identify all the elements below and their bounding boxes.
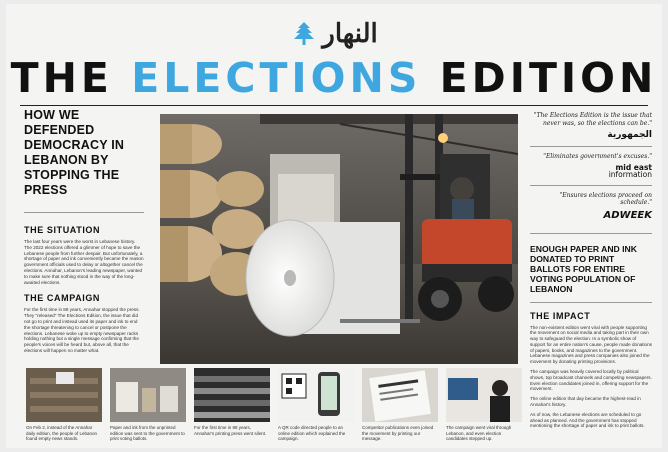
thumb-paper-ink — [110, 368, 186, 442]
quote-mideast: "Eliminates government's excuses." — [543, 153, 652, 160]
thumb-caption: A QR code directed people to an online edition which explained the campaign. — [278, 425, 346, 442]
thumb-image — [26, 368, 102, 422]
right-column — [530, 112, 652, 429]
quote-aljoumhouria: "The Elections Edition is the issue that never was, so the elections can be." — [533, 112, 652, 127]
impact-heading: THE IMPACT — [530, 310, 591, 321]
impact-text-3: The online edition that day became the highest-read in Annahar's history. — [530, 396, 641, 408]
thumb-caption: For the first time in 88 years, Annahar's printing press went silent. — [194, 425, 267, 436]
poster — [6, 4, 662, 448]
campaign-heading: THE CAMPAIGN — [24, 293, 101, 304]
thumb-image — [194, 368, 270, 422]
masthead — [6, 14, 662, 54]
divider — [24, 212, 144, 213]
campaign-text: For the first time in 88 years, Annahar stopped the press. They "released" The Elections Edition, the issue that did not go to print and instead used its paper and ink to end the shortage threatening to cancel or postpone the elections. Lebanese woke up to empty newspaper racks holding nothing but a single message confirming that the people's voices will be heard but, above all, that the elections will happen no matter what. — [24, 307, 140, 353]
thumb-image — [362, 368, 438, 422]
photo-strip — [26, 368, 522, 448]
mideast-logo-line1: mid east — [615, 162, 652, 172]
thumb-caption: Competitor publications even joined the movement by printing our message. — [362, 425, 434, 442]
thumb-caption: On Feb 2, instead of the Annahar daily edition, the people of Lebanon found empty news stands. — [26, 425, 98, 442]
thumb-caption: The campaign went viral through Lebanon, and even election candidates stepped up. — [446, 425, 512, 442]
headline-elections: ELECTIONS — [131, 54, 422, 102]
mideast-logo-line2: information — [608, 170, 652, 179]
thumb-qr-code — [278, 368, 354, 442]
situation-text: The last four years were the worst in Lebanese history. The 2022 elections offered a glimmer of hope to save the Lebanese people from further despair. But unfortunately, a shortage of paper and ink conveniently became the reason government officials used to delay or altogether cancel the elections. Annahar, Lebanon's leading newspaper, wanted to make sure that nothing stood in the way of the long-awaited elections. — [24, 239, 144, 285]
headline-part1: THE — [10, 54, 132, 102]
aljoumhouria-logo: الجمهورية — [607, 130, 652, 140]
left-title: HOW WE DEFENDED DEMOCRACY IN LEBANON BY STOPPING THE PRESS — [24, 108, 125, 197]
masthead-name: النهار — [322, 19, 378, 49]
result-banner: ENOUGH PAPER AND INK DONATED TO PRINT BALLOTS FOR ENTIRE VOTING POPULATION OF LEBANON — [530, 243, 637, 294]
situation-heading: THE SITUATION — [24, 225, 101, 235]
forklift-paper-roll-illustration — [160, 114, 518, 364]
thumb-caption: Paper and ink from the unprinted edition was sent to the government to print voting ballots. — [110, 425, 185, 442]
thumb-image — [446, 368, 522, 422]
thumb-image — [110, 368, 186, 422]
headline — [6, 56, 662, 100]
main-photo-forklift — [160, 114, 518, 364]
adweek-logo: ADWEEK — [603, 209, 652, 221]
headline-part3: EDITION — [421, 54, 658, 102]
thumb-image — [278, 368, 354, 422]
divider — [530, 233, 652, 234]
divider — [530, 146, 652, 147]
thumb-empty-stands — [26, 368, 102, 442]
quote-adweek: "Ensures elections proceed on schedule." — [559, 191, 652, 206]
thumb-competitors — [362, 368, 438, 442]
impact-text-4: As of now, the Lebanese elections are scheduled to go ahead as planned. And the government has stopped mentioning the shortage of paper and ink to print ballots. — [530, 411, 645, 429]
mideast-information-logo — [530, 164, 652, 179]
divider — [530, 302, 652, 303]
impact-text-1: The non-existent edition went viral with people supporting the movement on social media and taking part in their own way to safeguard the election. In a symbolic show of support for an entire nation's cause, people made donations of papers, books, and magazines to the government. Lebanese magazines and press companies also joined the movement by donating printing provisions. — [530, 324, 652, 365]
left-column — [24, 108, 144, 354]
headline-divider — [20, 105, 648, 106]
impact-text-2: The campaign was heavily covered locally by political shows, top broadcast channels and competing newspapers. Even election candidates joined in, offering support for the movement. — [530, 369, 652, 392]
cedar-icon — [290, 20, 318, 48]
thumb-printing-press — [194, 368, 270, 436]
thumb-viral — [446, 368, 522, 442]
divider — [530, 185, 652, 186]
